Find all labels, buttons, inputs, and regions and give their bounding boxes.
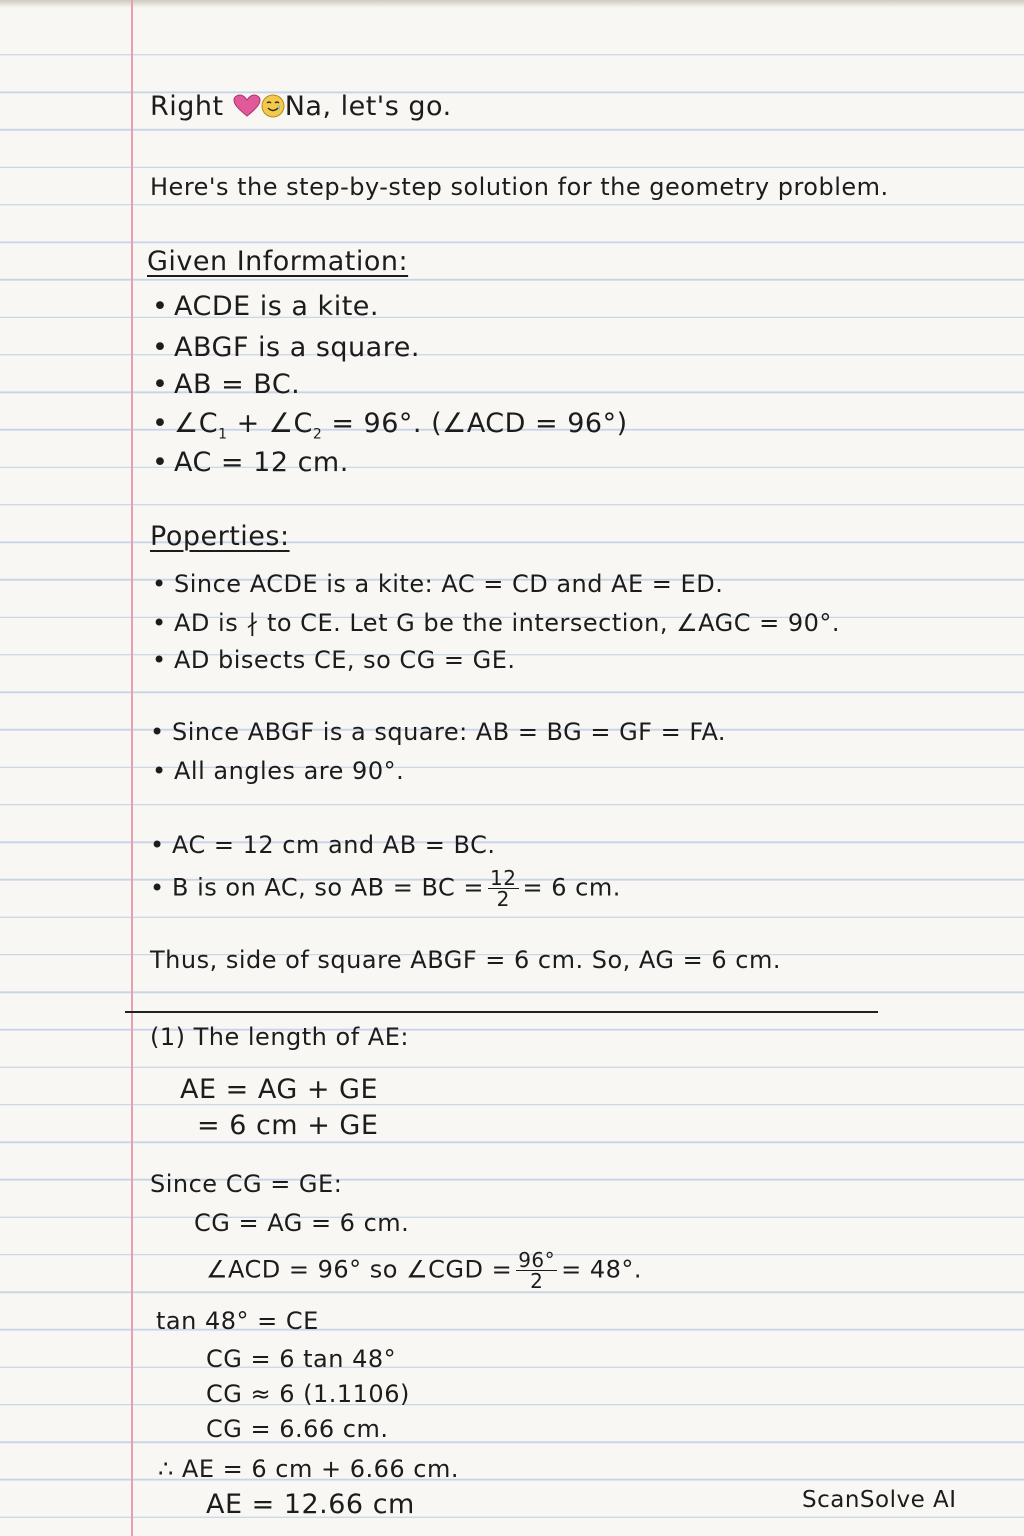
property-item: • Since ABGF is a square: AB = BG = GF = FA. — [150, 718, 727, 746]
equation-line: CG ≈ 6 (1.1106) — [206, 1380, 410, 1408]
brand-watermark: ScanSolve AI — [802, 1487, 957, 1513]
property-item: • Since ACDE is a kite: AC = CD and AE = ED. — [152, 570, 724, 598]
given-item: • ACDE is a kite. — [152, 291, 379, 322]
equation-line: tan 48° = CE — [156, 1307, 319, 1335]
greeting-line — [150, 92, 452, 122]
property-item: • AD is ∤ to CE. Let G be the intersection, ∠AGC = 90°. — [152, 609, 841, 637]
bullet-icon: • — [152, 570, 167, 598]
bullet-icon: • — [152, 408, 169, 439]
heart-icon — [233, 94, 261, 118]
greeting-rest: Na, let's go. — [284, 91, 452, 122]
greeting-right: Right — [150, 91, 224, 122]
since-text: Since CG = GE: — [150, 1170, 343, 1198]
property-item: • AC = 12 cm and AB = BC. — [150, 831, 496, 859]
part1-heading: (1) The length of AE: — [150, 1023, 409, 1051]
fraction: $\frac{12}{2}$ — [490, 866, 517, 911]
fraction: $\frac{96^\circ}{2}$ — [518, 1248, 556, 1293]
property-item: • All angles are 90°. — [152, 757, 405, 785]
properties-heading: Poperties: — [150, 521, 290, 552]
given-angle-item: • $\angle C_1$ + $\angle C_2 = 96^\circ$. (∠ACD = 96°) — [152, 408, 628, 443]
bullet-icon: • — [152, 757, 167, 785]
given-item: • AC = 12 cm. — [152, 447, 349, 478]
equation-line: AE = AG + GE — [180, 1074, 379, 1105]
bullet-icon: • — [152, 369, 169, 400]
bullet-icon: • — [150, 831, 165, 859]
property-item: • AD bisects CE, so CG = GE. — [152, 646, 516, 674]
bullet-icon: • — [152, 646, 167, 674]
equation-line: ∴ AE = 6 cm + 6.66 cm. — [158, 1455, 459, 1483]
bullet-icon: • — [150, 873, 165, 902]
property-item-fraction: • B is on AC, so AB = BC = $\frac{12}{2}$ = 6 cm. — [150, 866, 621, 911]
intro-text: Here's the step-by-step solution for the geometry problem. — [150, 173, 889, 201]
bullet-icon: • — [152, 447, 169, 478]
equation-line: CG = 6 tan 48° — [206, 1345, 397, 1373]
section-divider — [125, 1011, 878, 1013]
bullet-icon: • — [152, 291, 169, 322]
bullet-icon: • — [150, 718, 165, 746]
bullet-icon: • — [152, 332, 169, 363]
angle-equation: ∠ACD = 96° so ∠CGD = $\frac{96^\circ}{2}$ = 48°. — [206, 1248, 643, 1293]
given-heading: Given Information: — [147, 246, 409, 277]
margin-line — [131, 0, 133, 1536]
paper-top-edge — [0, 0, 1024, 8]
bullet-icon: • — [152, 609, 167, 637]
final-answer: AE = 12.66 cm — [206, 1489, 415, 1520]
given-item: • ABGF is a square. — [152, 332, 420, 363]
equation-line: CG = 6.66 cm. — [206, 1415, 389, 1443]
conclusion-text: Thus, side of square ABGF = 6 cm. So, AG = 6 cm. — [150, 946, 781, 974]
equation-line: = 6 cm + GE — [197, 1110, 379, 1141]
equation-line: CG = AG = 6 cm. — [194, 1209, 410, 1237]
smiling-tear-face-icon — [261, 94, 285, 118]
given-item: • AB = BC. — [152, 369, 301, 400]
